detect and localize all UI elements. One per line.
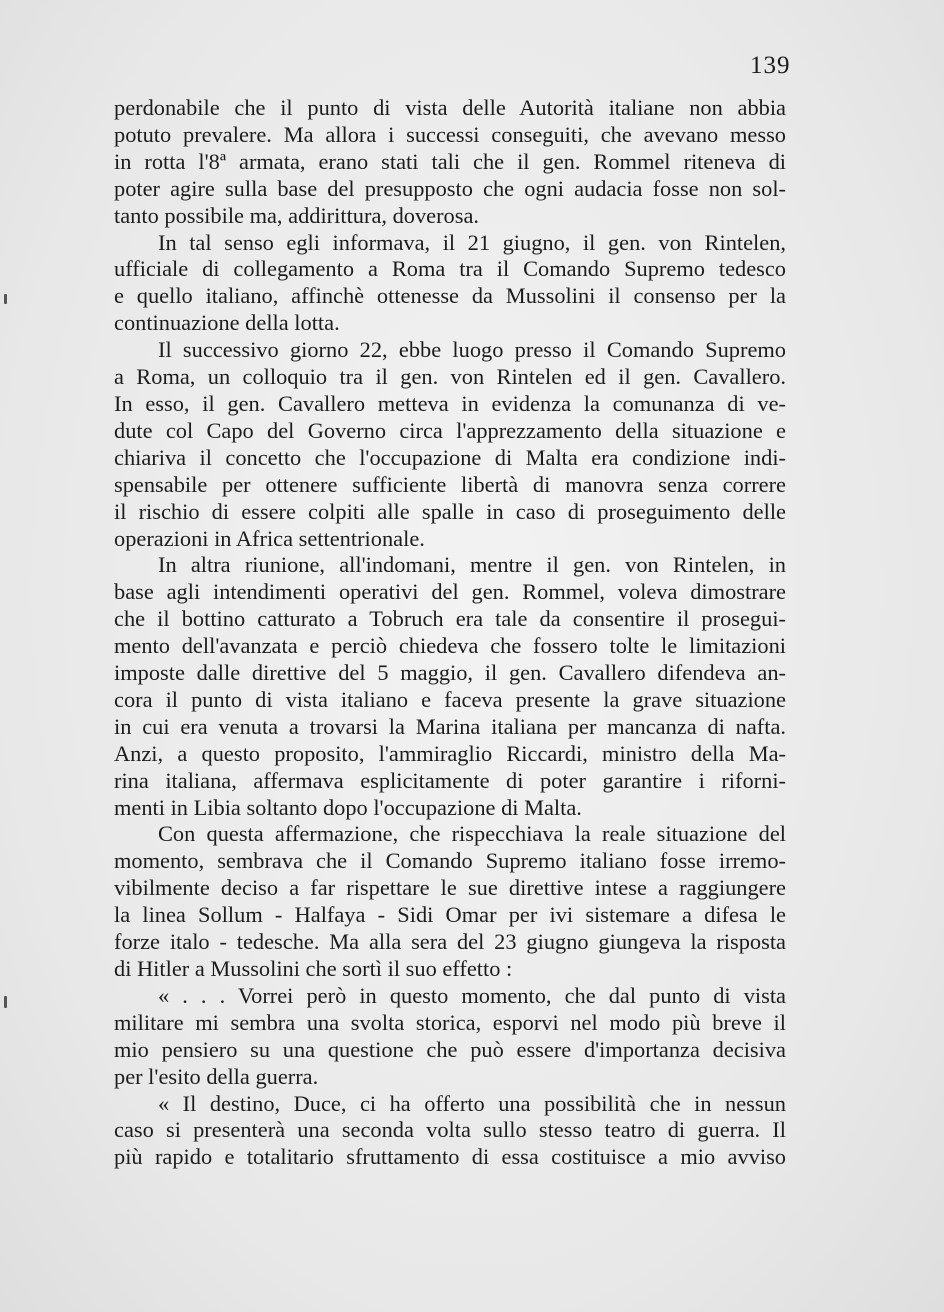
page-number: 139 <box>750 52 791 79</box>
margin-mark <box>4 294 7 304</box>
text-line: cora il punto di vista italiano e faceva presente la grave situazione <box>114 686 786 712</box>
text-line: e quello italiano, affinchè ottenesse da Mussolini il consenso per la <box>114 283 786 309</box>
text-line: perdonabile che il punto di vista delle Autorità italiane non abbia <box>114 95 786 120</box>
text-line: « . . . Vorrei però in questo momento, che dal punto di vista <box>158 982 786 1008</box>
text-line: menti in Libia soltanto dopo l'occupazione di Malta. <box>114 794 582 820</box>
text-line: rina italiana, affermava esplicitamente di poter garantire i riforni- <box>114 767 786 793</box>
text-line: mento dell'avanzata e perciò chiedeva che fossero tolte le limitazioni <box>114 633 786 659</box>
text-line: in rotta l'8ª armata, erano stati tali che il gen. Rommel riteneva di <box>114 148 786 174</box>
text-line: poter agire sulla base del presupposto che ogni audacia fosse non sol- <box>114 175 786 201</box>
paragraph <box>114 821 786 982</box>
text-line: In tal senso egli informava, il 21 giugno, il gen. von Rintelen, <box>158 229 786 255</box>
paragraph <box>114 983 786 1091</box>
text-line: spensabile per ottenere sufficiente libertà di manovra senza correre <box>114 471 786 497</box>
body-text <box>114 95 786 1171</box>
text-line: il rischio di essere colpiti alle spalle in caso di proseguimento delle <box>114 498 786 524</box>
text-line: a Roma, un colloquio tra il gen. von Rintelen ed il gen. Cavallero. <box>114 364 786 390</box>
text-line: forze italo - tedesche. Ma alla sera del 23 giugno giungeva la risposta <box>114 929 786 955</box>
margin-mark <box>4 996 7 1008</box>
text-line: potuto prevalere. Ma allora i successi conseguiti, che avevano messo <box>114 121 786 147</box>
text-line: In altra riunione, all'indomani, mentre il gen. von Rintelen, in <box>158 552 786 578</box>
text-line: momento, sembrava che il Comando Supremo italiano fosse irremo- <box>114 848 786 874</box>
text-line: dute col Capo del Governo circa l'apprezzamento della situazione e <box>114 417 786 443</box>
text-line: che il bottino catturato a Tobruch era tale da consentire il prosegui- <box>114 606 786 632</box>
paragraph <box>114 552 786 821</box>
text-line: Anzi, a questo proposito, l'ammiraglio Riccardi, ministro della Ma- <box>114 740 786 766</box>
text-line: ufficiale di collegamento a Roma tra il Comando Supremo tedesco <box>114 256 786 282</box>
text-line: vibilmente deciso a far rispettare le sue direttive intese a raggiungere <box>114 875 786 901</box>
text-line: di Hitler a Mussolini che sortì il suo effetto : <box>114 956 513 981</box>
text-line: in cui era venuta a trovarsi la Marina italiana per mancanza di nafta. <box>114 713 786 739</box>
text-line: tanto possibile ma, addirittura, doverosa. <box>114 202 480 228</box>
text-line: mio pensiero su una questione che può essere d'importanza decisiva <box>114 1036 786 1062</box>
paragraph <box>114 95 786 230</box>
text-line: « Il destino, Duce, ci ha offerto una possibilità che in nessun <box>158 1090 786 1116</box>
paragraph <box>114 230 786 338</box>
text-line: caso si presenterà una seconda volta sullo stesso teatro di guerra. Il <box>114 1117 786 1143</box>
text-line: per l'esito della guerra. <box>114 1063 319 1089</box>
text-line: operazioni in Africa settentrionale. <box>114 525 425 551</box>
text-line: militare mi sembra una svolta storica, esporvi nel modo più breve il <box>114 1009 786 1035</box>
text-line: la linea Sollum - Halfaya - Sidi Omar per ivi sistemare a difesa le <box>114 902 786 928</box>
text-line: imposte dalle direttive del 5 maggio, il gen. Cavallero difendeva an- <box>114 660 786 686</box>
text-line: più rapido e totalitario sfruttamento di essa costituisce a mio avviso <box>114 1144 786 1170</box>
text-line: Con questa affermazione, che rispecchiava la reale situazione del <box>158 821 786 847</box>
text-line: In esso, il gen. Cavallero metteva in evidenza la comunanza di ve- <box>114 390 786 416</box>
text-line: base agli intendimenti operativi del gen. Rommel, voleva dimostrare <box>114 579 786 605</box>
paragraph <box>114 337 786 552</box>
text-line: chiariva il concetto che l'occupazione di Malta era condizione indi- <box>114 444 786 470</box>
text-line: Il successivo giorno 22, ebbe luogo presso il Comando Supremo <box>158 337 786 363</box>
paragraph <box>114 1091 786 1172</box>
text-line: continuazione della lotta. <box>114 310 340 336</box>
